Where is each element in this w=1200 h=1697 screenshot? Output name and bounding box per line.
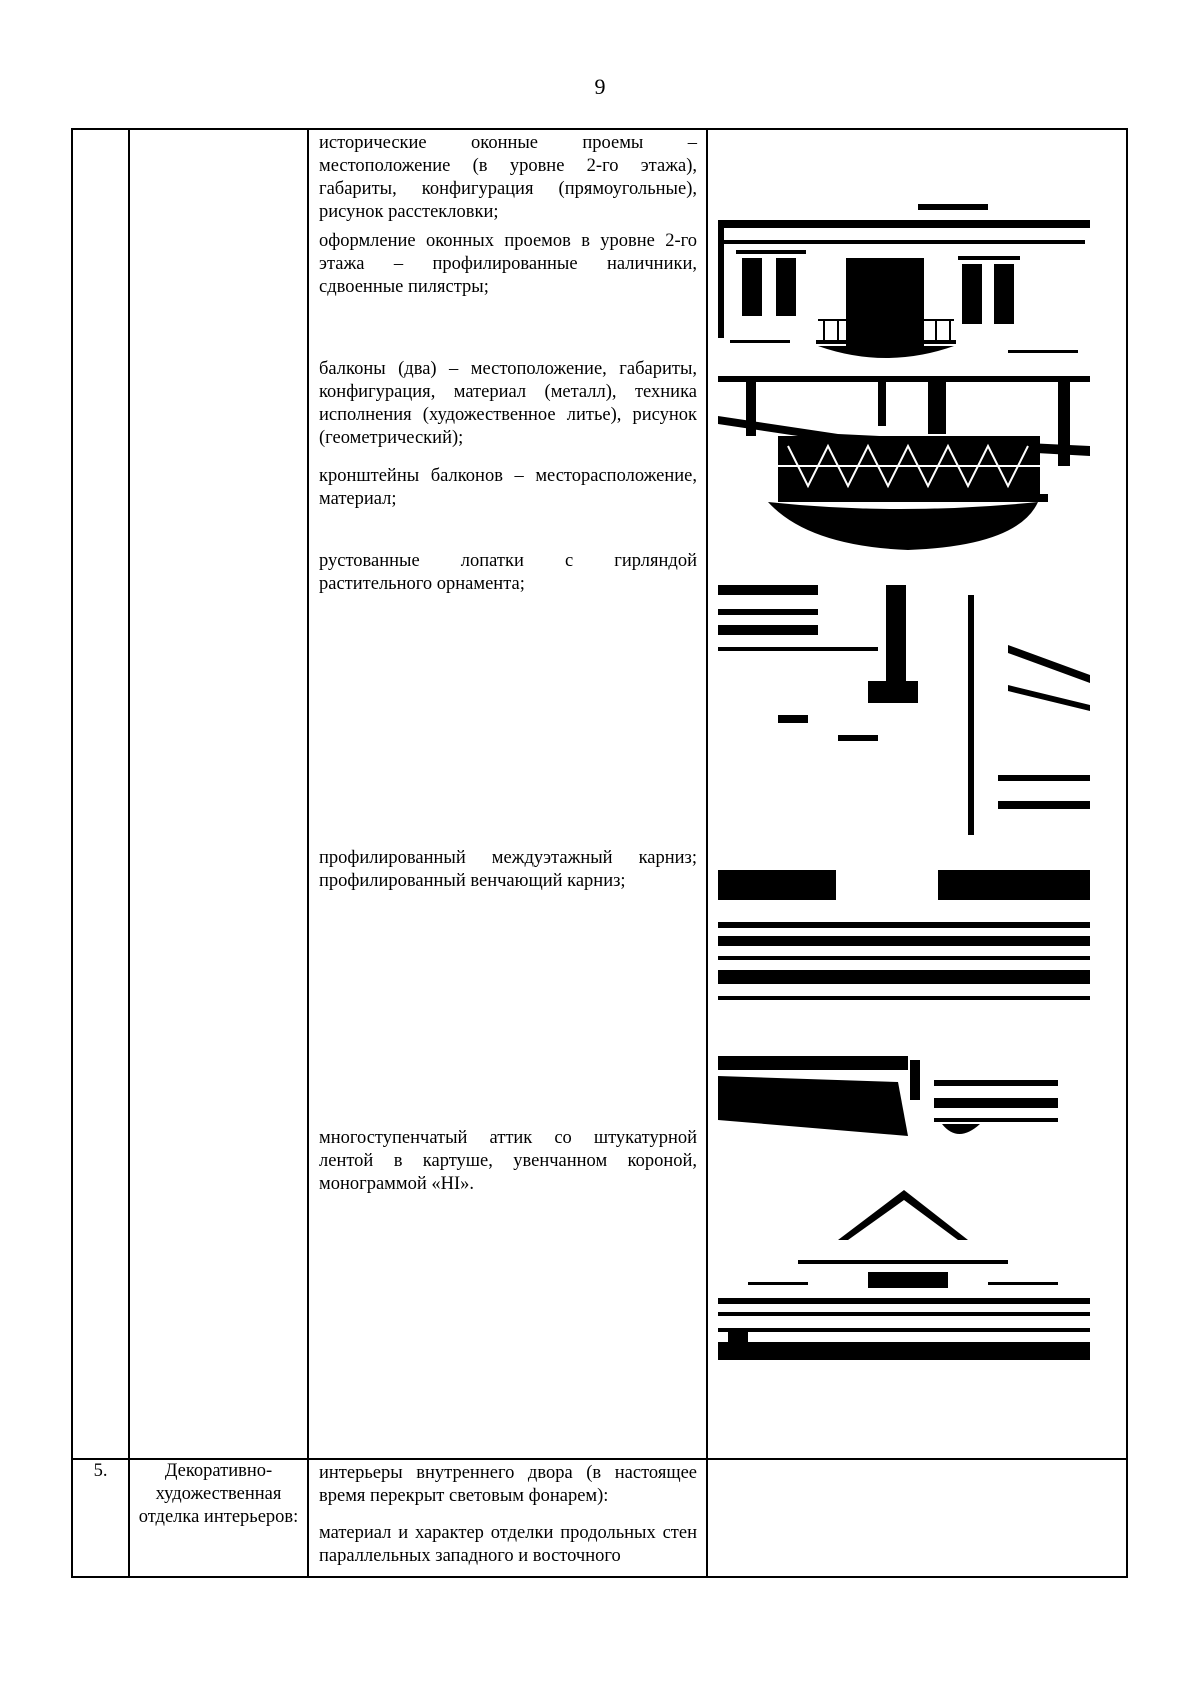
list-item: профилированный междуэтажный карниз; профилированный венчающий карниз;: [319, 848, 697, 891]
number-cell: [72, 129, 129, 1459]
list-item: материал и характер отделки продольных стен параллельных западного и восточного: [319, 1523, 697, 1566]
page-number: 9: [594, 74, 606, 99]
list-item: интерьеры внутреннего двора (в настоящее время перекрыт световым фонарем):: [319, 1463, 697, 1506]
description-cell: [308, 1459, 707, 1577]
photo-cell: [707, 1459, 1127, 1577]
list-item: кронштейны балконов – месторасположение, материал;: [319, 466, 697, 509]
pilaster-photo: [718, 585, 1090, 835]
row-name: Декоративно-художественная отделка интерьеров:: [129, 1459, 308, 1577]
photo-cell: [707, 129, 1127, 1459]
cornice-detail-photo: [718, 1040, 1058, 1150]
monument-elements-table: [71, 128, 1128, 1578]
name-cell: [129, 129, 308, 1459]
list-item: оформление оконных проемов в уровне 2-го этажа – профилированные наличники, сдвоенные пилястры;: [319, 231, 697, 297]
table-row: [72, 1459, 1127, 1577]
facade-windows-photo: [718, 160, 1090, 368]
list-item: многоступенчатый аттик со штукатурной лентой в картуше, увенчанном короной, монограммой «HI».: [319, 1128, 697, 1194]
balcony-photo: [718, 376, 1090, 566]
list-item: рустованные лопатки с гирляндой растительного орнамента;: [319, 551, 697, 594]
description-cell: [308, 129, 707, 1459]
row-number: 5.: [72, 1459, 129, 1577]
list-item: балконы (два) – местоположение, габариты, конфигурация, материал (металл), техника исполнения (художественное литье), рисунок (геометрический);: [319, 359, 697, 448]
attic-photo: [718, 1180, 1090, 1360]
table-row: [72, 129, 1127, 1459]
list-item: исторические оконные проемы – местоположение (в уровне 2-го этажа), габариты, конфигурация (прямоугольные), рисунок расстекловки;: [319, 133, 697, 222]
cornice-photo: [718, 870, 1090, 1010]
